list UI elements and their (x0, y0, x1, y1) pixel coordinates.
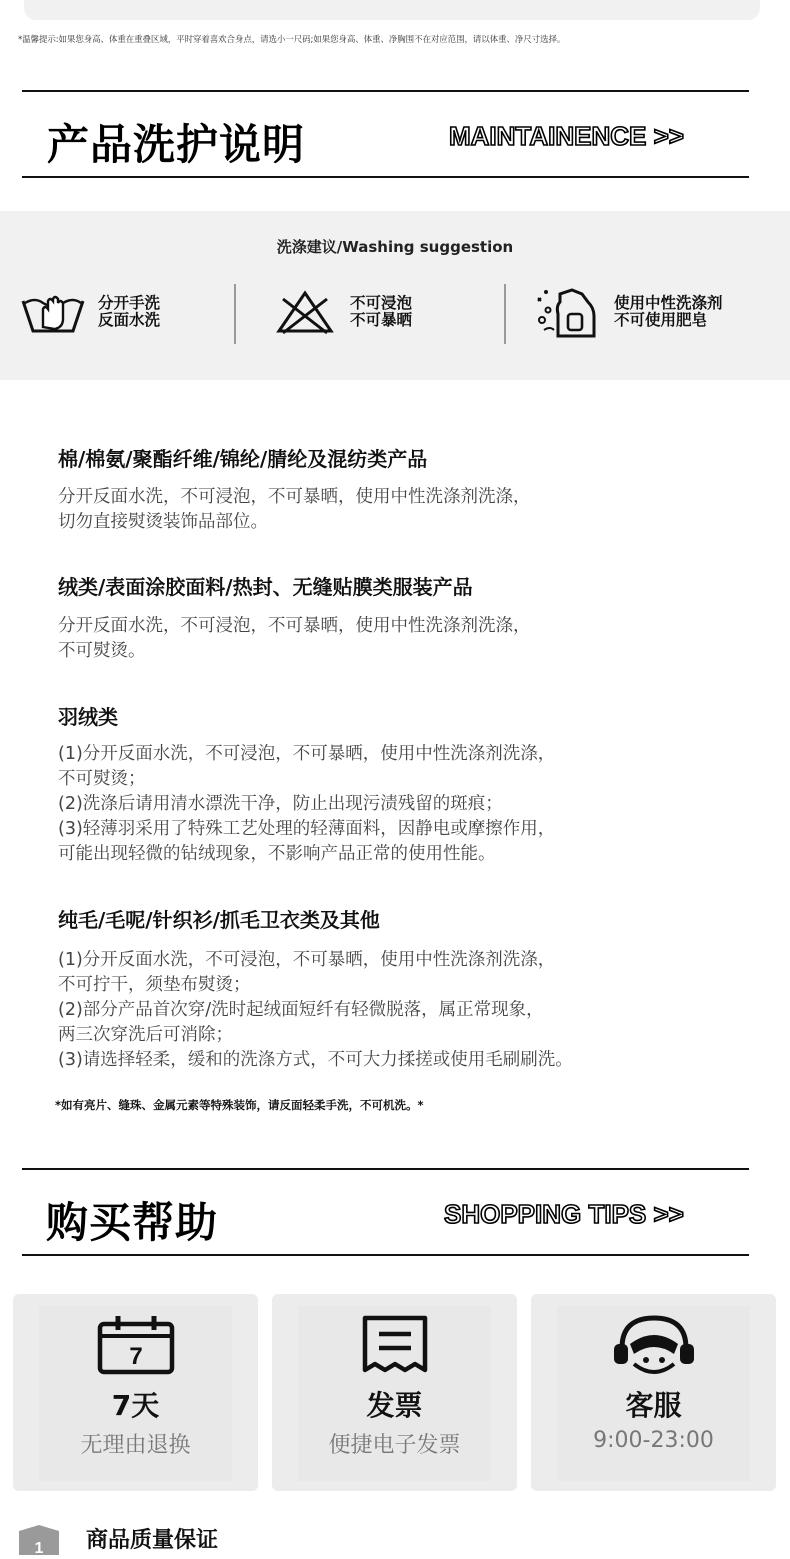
care-line: 不可拧干，须垫布熨烫； (58, 975, 251, 995)
calendar-number: 7 (128, 1343, 143, 1370)
wash-line-1: 不可浸泡 (350, 294, 413, 312)
care-line: 不可熨烫； (58, 769, 146, 789)
care-line: 不可熨烫。 (58, 641, 146, 661)
tip-card-return (13, 1294, 258, 1491)
no-bleach-icon (270, 282, 340, 342)
section-rule-bottom (22, 1254, 749, 1256)
care-block-body (58, 742, 555, 867)
hand-wash-icon (18, 282, 88, 342)
size-notice: *温馨提示:如果您身高、体重在重叠区域，平时穿着喜欢合身点，请选小一尺码;如果您身高、体重、净胸围不在对应范围，请以体重、净尺寸选择。 (18, 35, 566, 45)
tip-title: 7天 (111, 1389, 160, 1422)
care-special-note: *如有亮片、缝珠、金属元素等特殊装饰，请反面轻柔手洗，不可机洗。* (55, 1098, 424, 1112)
section-rule-bottom (22, 176, 749, 178)
care-block-heading: 羽绒类 (58, 705, 118, 729)
previous-card-remnant (24, 0, 760, 20)
calendar-icon (13, 1314, 258, 1378)
care-line: (1)分开反面水洗，不可浸泡，不可暴晒，使用中性洗涤剂洗涤， (58, 744, 556, 764)
tip-card-service (531, 1294, 776, 1491)
care-line: 两三次穿洗后可消除； (58, 1025, 233, 1045)
invoice-icon (272, 1314, 517, 1378)
shield-icon (15, 1525, 63, 1555)
care-line: 分开反面水洗，不可浸泡，不可暴晒，使用中性洗涤剂洗涤， (58, 616, 531, 636)
divider (234, 284, 236, 344)
wash-item-no-bleach (270, 282, 412, 342)
detergent-bottle-icon (530, 282, 600, 342)
care-section-title-en: MAINTAINENCE >> (449, 121, 684, 151)
care-section-title: 产品洗护说明 (47, 120, 306, 169)
care-block-heading: 棉/棉氨/聚酯纤维/锦纶/腈纶及混纺类产品 (58, 447, 428, 471)
tip-title: 发票 (366, 1389, 423, 1422)
tip-title: 客服 (625, 1389, 682, 1422)
tip-card-invoice (272, 1294, 517, 1491)
care-block-body (58, 948, 573, 1073)
wash-line-2: 不可暴晒 (350, 311, 413, 329)
divider (504, 284, 506, 344)
shopping-section-title: 购买帮助 (46, 1198, 219, 1247)
tip-subtitle: 9:00-23:00 (593, 1428, 714, 1453)
wash-line-1: 使用中性洗涤剂 (614, 294, 723, 312)
care-line: 可能出现轻微的钻绒现象，不影响产品正常的使用性能。 (58, 844, 496, 864)
wash-item-detergent (530, 282, 723, 342)
wash-line-1: 分开手洗 (98, 294, 161, 312)
wash-line-2: 反面水洗 (98, 311, 161, 329)
care-line: (1)分开反面水洗，不可浸泡，不可暴晒，使用中性洗涤剂洗涤， (58, 950, 556, 970)
care-line: 分开反面水洗，不可浸泡，不可暴晒，使用中性洗涤剂洗涤， (58, 487, 531, 507)
customer-service-icon (531, 1314, 776, 1378)
next-section-title: 商品质量保证 (86, 1528, 219, 1553)
section-rule-top (22, 1168, 749, 1170)
care-block-body (58, 485, 531, 535)
wash-item-hand-wash (18, 282, 160, 342)
tip-subtitle: 无理由退换 (80, 1433, 191, 1458)
shopping-section-title-en: SHOPPING TIPS >> (444, 1199, 684, 1229)
care-line: (3)请选择轻柔，缓和的洗涤方式，不可大力揉搓或使用毛刷刷洗。 (58, 1050, 573, 1070)
care-line: (3)轻薄羽采用了特殊工艺处理的轻薄面料，因静电或摩擦作用， (58, 819, 556, 839)
care-line: (2)部分产品首次穿/洗时起绒面短纤有轻微脱落，属正常现象， (58, 1000, 544, 1020)
svg-text:1: 1 (34, 1540, 44, 1555)
wash-line-2: 不可使用肥皂 (614, 311, 708, 329)
care-block-heading: 绒类/表面涂胶面料/热封、无缝贴膜类服装产品 (58, 575, 473, 599)
washing-heading: 洗涤建议/Washing suggestion (276, 238, 514, 256)
section-rule-top (22, 90, 749, 92)
care-line: 切勿直接熨烫装饰品部位。 (58, 512, 268, 532)
care-block-body (58, 614, 531, 664)
care-line: (2)洗涤后请用清水漂洗干净，防止出现污渍残留的斑痕； (58, 794, 503, 814)
tip-subtitle: 便捷电子发票 (328, 1433, 461, 1458)
care-block-heading: 纯毛/毛呢/针织衫/抓毛卫衣类及其他 (58, 908, 380, 932)
